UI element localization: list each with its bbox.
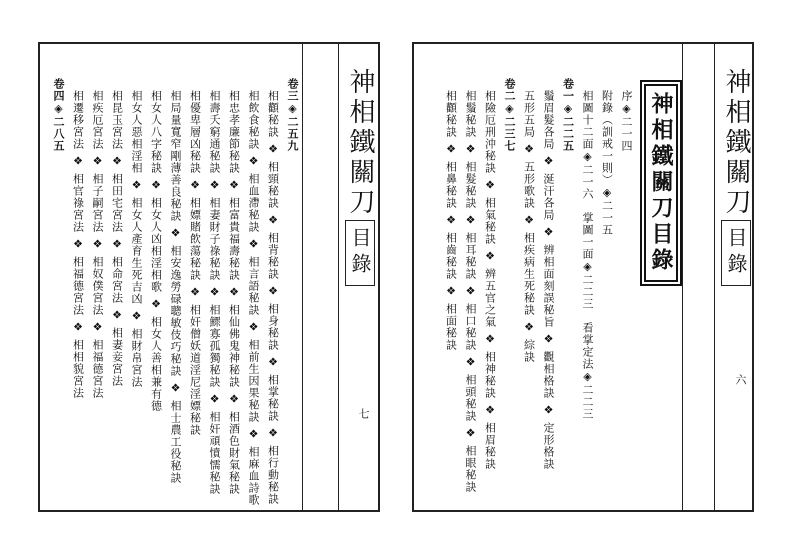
- right-page: [412, 42, 754, 512]
- contents-line: 相優卑層凶秘訣 ❖ 相嫖賭飲蕩秘訣 ❖ 相奸僧妖道淫尼淫嫖秘訣: [188, 90, 202, 436]
- text-area-divider: [302, 44, 303, 510]
- contents-line: 五形五局 ❖ 五形歌訣 ❖ 相疾病生死秘訣 ❖ 綜訣: [522, 90, 536, 363]
- section-title: 目錄: [345, 220, 375, 286]
- contents-line: 相壽夭窮通秘訣 ❖ 相妻財子祿秘訣 ❖ 相鰥寡孤獨秘訣 ❖ 相奸頑憤懦秘訣: [208, 90, 221, 495]
- contents-line: 附錄（訓戒一則）◈二一五: [600, 90, 614, 236]
- contents-line: 相忠孝廉節秘訣 ❖ 相富貴福壽秘訣 ❖ 相仙佛鬼神秘訣 ❖ 相酒色財氣秘訣: [227, 90, 241, 495]
- text-area-divider: [682, 44, 683, 510]
- volume-heading: 卷四◈二八五: [52, 78, 65, 152]
- left-page: [38, 42, 380, 512]
- contents-line: 相女人惡相淫相 ❖ 相女人產育生死吉凶 ❖ 相財帛宮法: [130, 90, 143, 388]
- volume-heading: 卷一◈二二五: [561, 78, 575, 152]
- contents-line: 相鬚秘訣 ❖ 相髮秘訣 ❖ 相耳秘訣 ❖ 相口秘訣 ❖ 相頭秘訣 ❖ 相眼秘訣: [464, 90, 477, 493]
- contents-line: 相昆玉宮法 ❖ 相田宅宮法 ❖ 相命宮法 ❖ 相妻妾宮法: [110, 90, 124, 387]
- contents-line: 相疾厄宮法 ❖ 相子嗣宮法 ❖ 相奴僕宮法 ❖ 相福德宮法: [91, 90, 104, 399]
- contents-line: 鬚眉髮各局 ❖ 涎汗各局 ❖ 辨相面刻誤秘旨 ❖ 觀相格訣 ❖ 定形格訣: [542, 90, 555, 470]
- contents-line: 相飲食秘訣 ❖ 相血滯秘訣 ❖ 相言語秘訣 ❖ 相前生因果秘訣 ❖ 相麻血詩歌: [247, 90, 260, 506]
- page-number: 六: [734, 374, 747, 385]
- volume-heading: 卷三◈二五九: [286, 78, 299, 152]
- contents-line: 相遷移宮法 ❖ 相官祿宮法 ❖ 相福德宮法 ❖ 相相貌宮法: [71, 90, 85, 399]
- volume-heading: 卷二◈二三七: [503, 78, 516, 152]
- book-title: 神相鐵關刀: [721, 68, 751, 218]
- contents-line: 相圖十二面◈二一六 掌圖一面◈二二三 看掌定法◈二二三: [581, 90, 594, 420]
- book-title: 神相鐵關刀: [345, 68, 375, 218]
- title-band-divider: [714, 44, 715, 510]
- big-title: 神相鐵關刀目錄: [644, 84, 678, 282]
- contents-line: 相顴秘訣 ❖ 相鼻秘訣 ❖ 相齒秘訣 ❖ 相面秘訣: [444, 90, 458, 351]
- section-title: 目錄: [721, 220, 751, 286]
- contents-line: 相局量寬窄剛薄善良秘訣 ❖ 相安逸勞碌聰敏伎巧秘訣 ❖ 相士農工役秘訣: [169, 90, 182, 484]
- page-number: 七: [357, 408, 370, 419]
- contents-line: 序◈二一四: [620, 90, 633, 152]
- title-band-divider: [338, 44, 339, 510]
- contents-line: 相女人八字秘訣 ❖ 相女人凶相淫相歌 ❖ 相女人善相兼有德: [149, 90, 163, 412]
- contents-line: 相顴秘訣 ❖ 相頸秘訣 ❖ 相背秘訣 ❖ 相身秘訣 ❖ 相掌秘訣 ❖ 相行動秘訣: [266, 90, 280, 505]
- contents-line: 相險厄刑沖秘訣 ❖ 相氣秘訣 ❖ 辨五官之氣 ❖ 相神秘訣 ❖ 相眉秘訣: [483, 90, 497, 470]
